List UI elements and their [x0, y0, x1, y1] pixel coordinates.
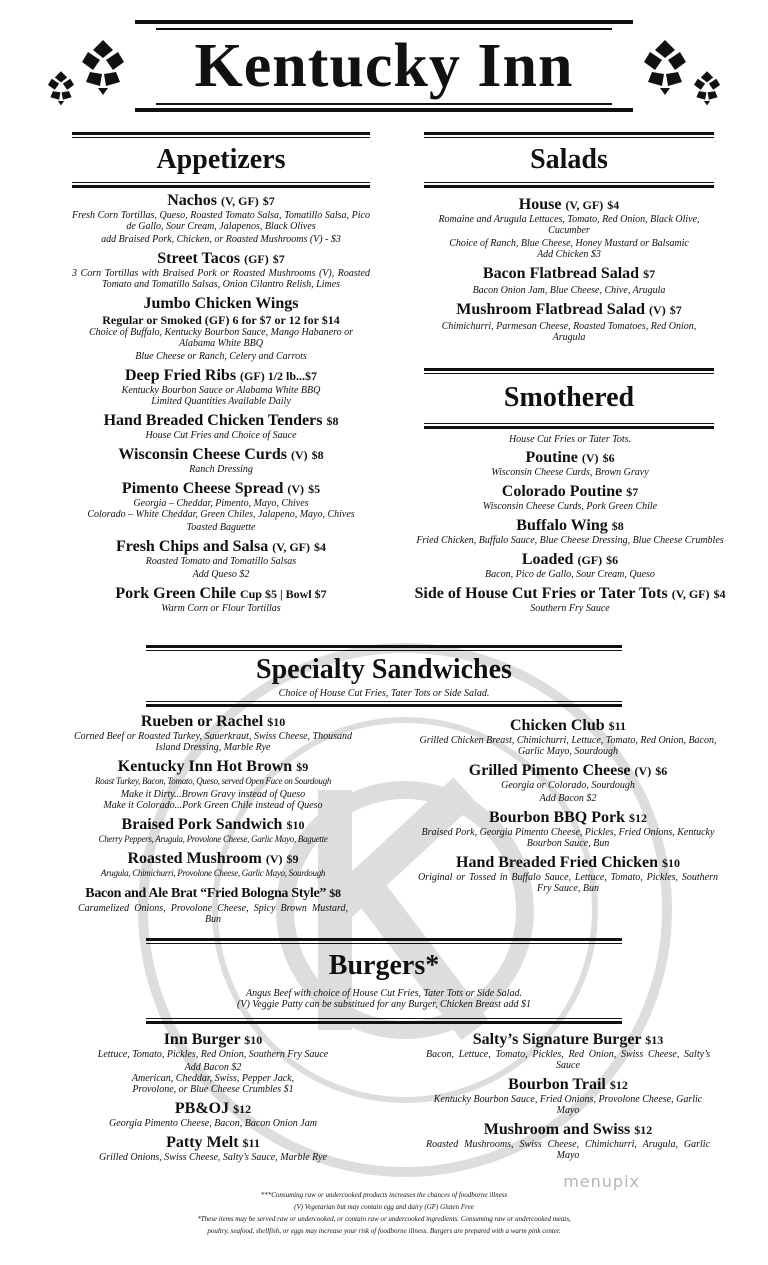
item-note: Blue Cheese or Ranch, Celery and Carrots [135, 351, 307, 362]
smothered-heading: Smothered [503, 382, 635, 413]
menu-item [72, 816, 354, 845]
item-tag: (V, GF) [272, 540, 310, 554]
item-price: $6 [606, 553, 619, 567]
item-price: $10 [661, 856, 680, 870]
item-description: Kentucky Bourbon Sauce, Fried Onions, Provolone Cheese, Garlic Mayo [433, 1094, 703, 1116]
item-price: $11 [608, 719, 627, 733]
item-description: Grilled Onions, Swiss Cheese, Salty’s Sauce, Marble Rye [99, 1152, 327, 1163]
appetizers-rule-top-thin [72, 137, 370, 138]
item-note: Add Bacon $2 [539, 793, 597, 804]
item-description: Bacon, Pico de Gallo, Sour Cream, Queso [485, 569, 655, 580]
item-name: Patty Melt [166, 1134, 239, 1151]
item-description: Romaine and Arugula Lettuces, Tomato, Red Onion, Black Olive, Cucumber [438, 214, 700, 236]
smothered-rule-top-thin [424, 373, 714, 374]
item-description-2: Colorado – White Cheddar, Green Chiles, Jalapeno, Mayo, Chives [87, 509, 355, 520]
appetizers-rule-bottom-thin [72, 182, 370, 183]
item-price: $13 [645, 1033, 664, 1047]
menu-item [410, 585, 730, 614]
item-note-2: American, Cheddar, Swiss, Pepper Jack, Provolone, or Blue Cheese Crumbles $1 [131, 1073, 295, 1095]
menu-item [72, 884, 354, 925]
item-name: Bourbon Trail [508, 1076, 606, 1093]
item-name: Pork Green Chile [115, 585, 236, 602]
menu-item [72, 295, 370, 362]
item-price: $12 [629, 811, 648, 825]
burgers-left-list [72, 1031, 354, 1163]
burgers-heading: Burgers* [328, 950, 440, 981]
menu-item [418, 717, 718, 757]
item-price: $10 [244, 1033, 263, 1047]
item-tag: (V) [265, 852, 283, 866]
menu-item [72, 412, 370, 441]
sandwiches-rule-top [146, 645, 622, 648]
smothered-rule-bottom [424, 426, 714, 429]
item-price: $7 [262, 194, 275, 208]
salads-rule-top [424, 132, 714, 135]
item-description: Georgia – Cheddar, Pimento, Mayo, Chives [133, 498, 309, 509]
item-price: $9 [286, 852, 299, 866]
item-price: $12 [609, 1078, 628, 1092]
menu-item [72, 1134, 354, 1163]
menu-item [418, 1076, 718, 1116]
salads-heading: Salads [530, 144, 608, 175]
salads-rule-bottom-thin [424, 182, 714, 183]
item-price: $11 [242, 1136, 260, 1150]
item-description: Cherry Peppers, Arugula, Provolone Cheese, Garlic Mayo, Baguette [98, 834, 328, 844]
appetizers-rule-bottom [72, 185, 370, 188]
item-description: Kentucky Bourbon Sauce or Alabama White BBQ [121, 385, 321, 396]
menu-item [72, 192, 370, 245]
header-rule-top [135, 20, 633, 24]
item-name: Inn Burger [163, 1031, 241, 1048]
appetizers-heading: Appetizers [156, 144, 286, 175]
footer-notice-1: ***Consuming raw or undercooked products increases the chances of foodborne illness [260, 1191, 508, 1199]
header-rule-top-thin [156, 28, 612, 30]
sandwiches-left-list [72, 713, 354, 925]
item-name: Pimento Cheese Spread [121, 480, 284, 497]
item-description: Arugula, Chimichurri, Provolone Cheese, Garlic Mayo, Sourdough [100, 868, 326, 878]
item-name: Salty’s Signature Burger [472, 1031, 642, 1048]
item-name: Grilled Pimento Cheese [468, 762, 631, 779]
menu-item [72, 538, 370, 580]
item-note-2: Make it Colorado...Pork Green Chile instead of Queso [103, 800, 323, 811]
menu-item [418, 1121, 718, 1161]
item-tag: (V, GF) [221, 194, 259, 208]
menupix-watermark: menupix [563, 1172, 640, 1191]
menu-item [72, 758, 354, 811]
salads-rule-top-thin [424, 137, 714, 138]
item-name: PB&OJ [174, 1100, 230, 1117]
sandwiches-rule-top-thin [146, 650, 622, 651]
item-tag: (GF) [244, 252, 269, 266]
item-tag: Cup $5 | Bowl $7 [239, 587, 327, 601]
item-name: Side of House Cut Fries or Tater Tots [414, 585, 668, 602]
salads-rule-bottom [424, 185, 714, 188]
item-tag: (V, GF) [565, 198, 604, 212]
item-price: $10 [286, 818, 305, 832]
item-description: Caramelized Onions, Provolone Cheese, Spicy Brown Mustard, Bun [78, 903, 348, 925]
item-name: Loaded [521, 551, 574, 568]
item-tag: (V) [290, 448, 308, 462]
item-name: Roasted Mushroom [127, 850, 262, 867]
menu-item [72, 850, 354, 879]
appetizers-rule-top [72, 132, 370, 135]
item-price: $6 [602, 451, 615, 465]
item-description: House Cut Fries and Choice of Sauce [145, 430, 297, 441]
menu-item [72, 585, 370, 614]
burgers-rule-bottom [146, 1021, 622, 1024]
hop-cone-icon [76, 38, 130, 96]
item-name: Nachos [167, 192, 217, 209]
item-price: $10 [267, 715, 286, 729]
item-price: $7 [669, 303, 682, 317]
smothered-intro: House Cut Fries or Tater Tots. [508, 434, 632, 445]
header-rule-bottom-thin [156, 103, 612, 105]
item-price: $7 [272, 252, 285, 266]
smothered-rule-top [424, 368, 714, 371]
item-name: Jumbo Chicken Wings [143, 295, 299, 312]
item-description: Lettuce, Tomato, Pickles, Red Onion, Southern Fry Sauce [97, 1049, 329, 1060]
burgers-right-list [418, 1031, 718, 1161]
menu-item [72, 1031, 354, 1095]
item-description: Braised Pork, Georgia Pimento Cheese, Pickles, Fried Onions, Kentucky Bourbon Sauce, Bun [421, 827, 715, 849]
item-description: Original or Tossed in Buffalo Sauce, Lettuce, Tomato, Pickles, Southern Fry Sauce, Bun [418, 872, 718, 894]
item-description: Choice of Buffalo, Kentucky Bourbon Sauce, Mango Habanero or Alabama White BBQ [88, 327, 354, 349]
item-note: add Braised Pork, Chicken, or Roasted Mushrooms (V) - $3 [101, 234, 341, 245]
item-price: $5 [308, 482, 321, 496]
item-description: Fresh Corn Tortillas, Queso, Roasted Tomato Salsa, Tomatillo Salsa, Pico de Gallo, Sour Cream, Jalapenos, Black Olives [72, 210, 370, 232]
item-price: $8 [329, 886, 341, 900]
item-name: Buffalo Wing [516, 517, 608, 534]
item-name: Mushroom and Swiss [483, 1121, 631, 1138]
menu-item [410, 483, 730, 512]
item-name: Poutine [525, 449, 578, 466]
item-description: Georgia Pimento Cheese, Bacon, Bacon Onion Jam [109, 1118, 317, 1129]
item-description: Fried Chicken, Buffalo Sauce, Blue Cheese Dressing, Blue Cheese Crumbles [416, 535, 724, 546]
footer-notice-2: (V) Vegetarian but may contain egg and dairy (GF) Gluten Free [294, 1203, 474, 1211]
item-note-2: Add Chicken $3 [537, 249, 601, 260]
item-price: $6 [655, 764, 668, 778]
item-price: $12 [233, 1102, 252, 1116]
item-description: Ranch Dressing [189, 464, 253, 475]
smothered-list [410, 434, 730, 614]
header-rule-bottom [135, 108, 633, 112]
item-tag: (V) [581, 451, 599, 465]
item-tag: (V) [649, 303, 666, 317]
item-name: Hand Breaded Chicken Tenders [103, 412, 323, 429]
item-name: Rueben or Rachel [140, 713, 264, 730]
footer-notice-4: poultry, seafood, shellfish, or eggs may increase your risk of foodborne illness. Burgers are prepared with a warm pink center. [207, 1227, 561, 1235]
salads-list [438, 196, 700, 343]
item-tag: (GF) [577, 553, 603, 567]
menu-item [410, 449, 730, 478]
menu-item [418, 809, 718, 849]
item-name: Deep Fried Ribs [124, 367, 237, 384]
item-tag: (GF) 1/2 lb...$7 [240, 369, 318, 383]
menu-item [72, 1100, 354, 1129]
item-description: Georgia or Colorado, Sourdough [501, 780, 635, 791]
item-description: Corned Beef or Roasted Turkey, Sauerkraut, Swiss Cheese, Thousand Island Dressing, Marble Rye [73, 731, 353, 753]
footer-notice-3: *These items may be served raw or undercooked, or contain raw or undercooked ingredients. Consuming raw or undercooked meats, [197, 1215, 571, 1223]
burgers-rule-top [146, 938, 622, 941]
item-price: $8 [326, 414, 339, 428]
item-description: Southern Fry Sauce [530, 603, 610, 614]
item-price: $8 [611, 519, 624, 533]
item-note: Choice of Ranch, Blue Cheese, Honey Mustard or Balsamic [449, 238, 689, 249]
item-tag: (V) [634, 764, 652, 778]
sandwiches-rule-bottom-thin [146, 701, 622, 702]
menu-item [410, 551, 730, 580]
item-note: Make it Dirty...Brown Gravy instead of Queso [120, 789, 306, 800]
item-name: Street Tacos [157, 250, 241, 267]
item-description: Roast Turkey, Bacon, Tomato, Queso, served Open Face on Sourdough [94, 776, 332, 786]
item-name: Kentucky Inn Hot Brown [117, 758, 293, 775]
item-price: $7 [626, 485, 639, 499]
item-note: Add Bacon $2 [184, 1062, 242, 1073]
item-price: $4 [313, 540, 326, 554]
item-description: 3 Corn Tortillas with Braised Pork or Roasted Mushrooms (V), Roasted Tomato and Tomatillo Salsas, Onion Cilantro Relish, Limes [72, 268, 370, 290]
menu-item [438, 196, 700, 260]
item-price: $12 [634, 1123, 653, 1137]
item-description: Roasted Mushrooms, Swiss Cheese, Chimichurri, Arugula, Garlic Mayo [426, 1139, 710, 1161]
menu-item [72, 446, 370, 475]
item-name: Fresh Chips and Salsa [116, 538, 269, 555]
sandwiches-heading: Specialty Sandwiches [256, 654, 512, 685]
item-name: Chicken Club [509, 717, 605, 734]
appetizers-list [72, 192, 370, 614]
item-name: Bacon and Ale Brat “Fried Bologna Style” [85, 886, 327, 901]
item-description: Bacon Onion Jam, Blue Cheese, Chive, Arugula [472, 285, 666, 296]
restaurant-title: Kentucky Inn [194, 32, 574, 100]
item-note: Add Queso $2 [192, 569, 250, 580]
menu-item [418, 762, 718, 804]
item-description: Wisconsin Cheese Curds, Pork Green Chile [482, 501, 658, 512]
item-description: Bacon, Lettuce, Tomato, Pickles, Red Onion, Swiss Cheese, Salty’s Sauce [426, 1049, 710, 1071]
item-price: $9 [296, 760, 309, 774]
menu-item [72, 480, 370, 533]
sandwiches-right-list [418, 717, 718, 894]
item-subtitle: Regular or Smoked (GF) 6 for $7 or 12 for $14 [102, 313, 340, 327]
item-name: Hand Breaded Fried Chicken [456, 854, 658, 871]
item-price: $4 [607, 198, 620, 212]
item-name: Bourbon BBQ Pork [488, 809, 626, 826]
item-price: $8 [311, 448, 324, 462]
sandwiches-intro: Choice of House Cut Fries, Tater Tots or Side Salad. [278, 688, 490, 699]
item-name: Wisconsin Cheese Curds [118, 446, 287, 463]
hop-cone-icon [638, 38, 692, 96]
menu-item [418, 854, 718, 894]
burgers-rule-bottom-thin [146, 1018, 622, 1019]
item-name: Bacon Flatbread Salad [482, 265, 640, 282]
smothered-rule-bottom-thin [424, 423, 714, 424]
menu-item [72, 250, 370, 290]
item-name: House [518, 196, 562, 213]
item-note: Toasted Baguette [186, 522, 256, 533]
item-name: Mushroom Flatbread Salad [456, 301, 646, 318]
item-price: $4 [713, 587, 726, 601]
item-tag: (V, GF) [671, 587, 710, 601]
item-description: Chimichurri, Parmesan Cheese, Roasted Tomatoes, Red Onion, Arugula [441, 321, 697, 343]
item-name: Braised Pork Sandwich [121, 816, 283, 833]
menu-item [72, 367, 370, 407]
sandwiches-rule-bottom [146, 704, 622, 707]
burgers-rule-top-thin [146, 943, 622, 944]
menu-item [438, 301, 700, 343]
item-description: Wisconsin Cheese Curds, Brown Gravy [491, 467, 649, 478]
burgers-intro: Angus Beef with choice of House Cut Fries, Tater Tots or Side Salad. [246, 988, 522, 999]
menu-item [410, 517, 730, 546]
item-note: Limited Quantities Available Daily [151, 396, 291, 407]
menu-item [418, 1031, 718, 1071]
item-description: Warm Corn or Flour Tortillas [161, 603, 281, 614]
burgers-intro-2: (V) Veggie Patty can be substitued for any Burger, Chicken Breast add $1 [237, 999, 531, 1010]
menu-item [72, 713, 354, 753]
item-name: Colorado Poutine [501, 483, 623, 500]
item-description: Roasted Tomato and Tomatillo Salsas [145, 556, 297, 567]
hop-cone-small-icon [690, 70, 724, 106]
item-description: Grilled Chicken Breast, Chimichurri, Lettuce, Tomato, Red Onion, Bacon, Garlic Mayo, Sourdough [419, 735, 717, 757]
hop-cone-small-icon [44, 70, 78, 106]
menu-item [438, 265, 700, 296]
item-tag: (V) [287, 482, 305, 496]
item-price: $7 [643, 267, 656, 281]
